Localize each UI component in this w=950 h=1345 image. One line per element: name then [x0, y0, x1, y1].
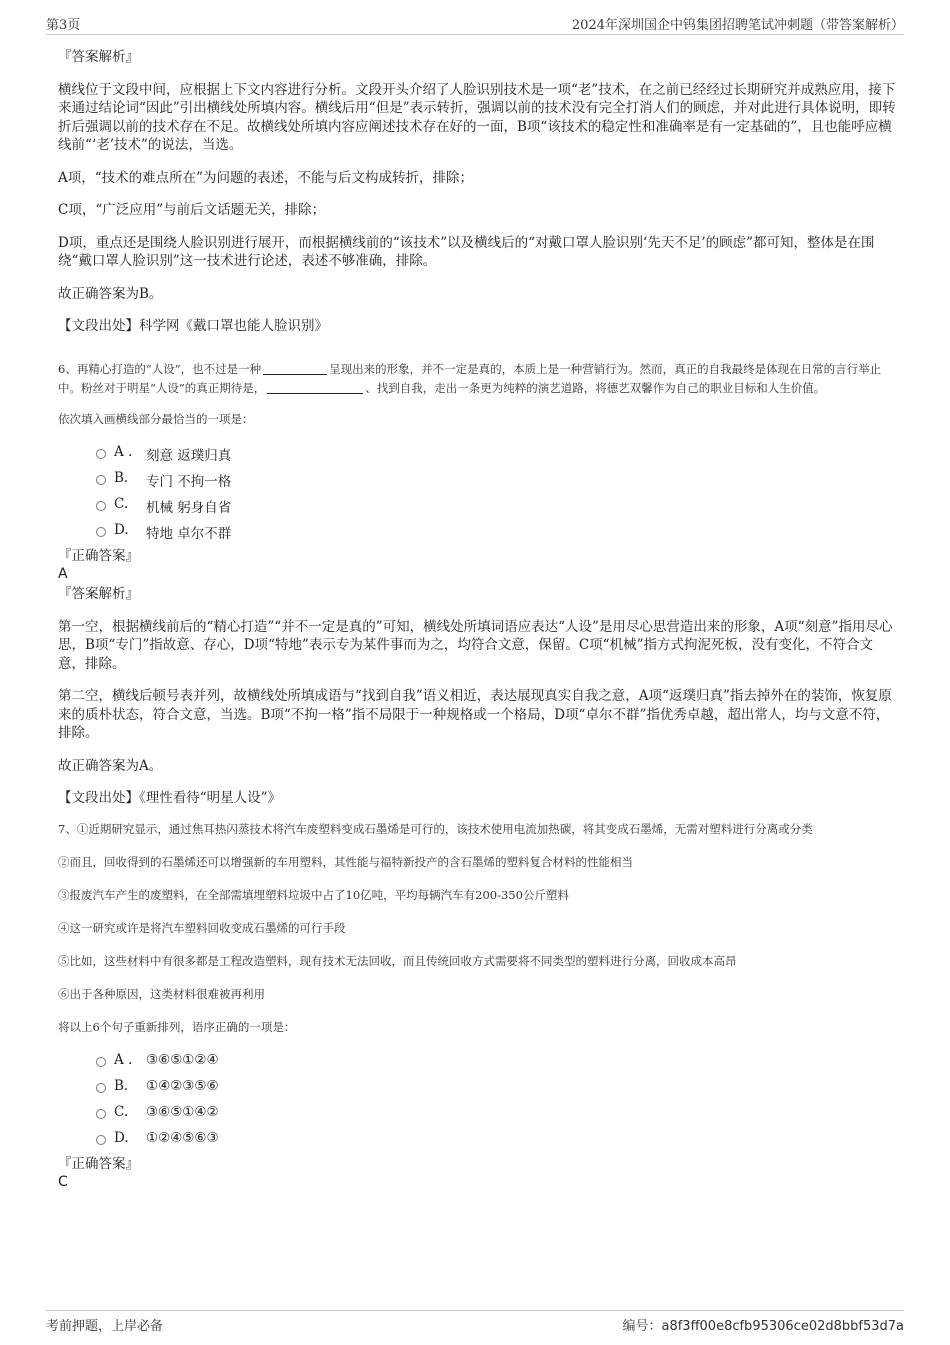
q6-option-d[interactable]: D. 特地 卓尔不群 — [58, 521, 898, 547]
radio-icon[interactable] — [96, 1135, 106, 1145]
radio-icon[interactable] — [96, 1109, 106, 1119]
q7-sentence-4: ④这一研究或许是将汽车塑料回收变成石墨烯的可行手段 — [58, 920, 346, 935]
q6-source: 【文段出处】《理性看待“明星人设”》 — [58, 790, 282, 806]
footer-id-label: 编号： — [622, 1319, 662, 1334]
q7-correct-answer: C — [58, 1174, 68, 1190]
q6-stem-part-b: 呈现出来的形象，并不一定是真的，本质上是一种营销行为。然而，真正的自我最终是体现在日常的言行举止中。粉丝对于明星“人设”的真正期待是， — [58, 361, 882, 395]
radio-icon[interactable] — [96, 1083, 106, 1093]
q6-blank-1 — [263, 362, 327, 375]
q7-sentence-6: ⑥出于各种原因，这类材料很难被再利用 — [58, 986, 265, 1001]
q6-stem — [58, 360, 898, 398]
q6-prompt: 依次填入画横线部分最恰当的一项是： — [58, 411, 254, 426]
q6-option-b[interactable]: B. 专门 不拘一格 — [58, 469, 898, 495]
q7-sentence-5: ⑤比如，这些材料中有很多都是工程改造塑料，现有技术无法回收，而且传统回收方式需要将不同类型的塑料进行分离，回收成本高昂 — [58, 953, 737, 968]
page-header — [46, 14, 904, 35]
q7-sentence-2: ②而且，回收得到的石墨烯还可以增强新的车用塑料，其性能与福特新投产的含石墨烯的塑料复合材料的性能相当 — [58, 854, 633, 869]
q6-stem-part-a: 6、再精心打造的“人设”，也不过是一种 — [58, 361, 262, 376]
radio-icon[interactable] — [96, 449, 106, 459]
q7-option-a[interactable]: A . ③⑥⑤①②④ — [58, 1051, 898, 1077]
q5-answer-line: 故正确答案为B。 — [58, 285, 163, 302]
q6-analysis-p2: 第二空，横线后顿号表并列，故横线处所填成语与“找到自我”语义相近，表达展现真实自我之意，A项“返璞归真”指去掉外在的装饰，恢复原来的质朴状态，符合文意，当选。B项“不拘一格”指不局限于一种规格或一个格局，D项“卓尔不群”指优秀卓越，超出常人，均与文意不符，排除。 — [58, 688, 892, 741]
q6-option-c[interactable]: C. 机械 躬身自省 — [58, 495, 898, 521]
radio-icon[interactable] — [96, 475, 106, 485]
q5-analysis-p3: C项，“广泛应用”与前后文话题无关，排除； — [58, 202, 326, 218]
q7-prompt: 将以上6个句子重新排列，语序正确的一项是： — [58, 1019, 296, 1034]
radio-icon[interactable] — [96, 527, 106, 537]
q6-analysis-heading: 『答案解析』 — [58, 586, 139, 602]
document-title: 2024年深圳国企中钨集团招聘笔试冲刺题（带答案解析） — [571, 18, 904, 33]
footer-id-value: a8f3ff00e8cfb95306ce02d8bbf53d7a — [661, 1319, 904, 1334]
q5-source: 【文段出处】科学网《戴口罩也能人脸识别》 — [58, 318, 328, 334]
q5-analysis-p1: 横线位于文段中间，应根据上下文内容进行分析。文段开头介绍了人脸识别技术是一项“老”技术，在之前已经经过长期研究并成熟应用，接下来通过结论词“因此”引出横线处所填内容。横线后用“但是”表示转折，强调以前的技术没有完全打消人们的顾虑，并对此进行具体说明，即转折后强调以前的技术存在不足。故横线处所填内容应阐述技术存在好的一面，B项“该技术的稳定性和准确率是有一定基础的”，且也能呼应横线前“‘老’技术”的说法，当选。 — [58, 81, 896, 153]
footer-slogan: 考前押题，上岸必备 — [46, 1319, 164, 1334]
q6-correct-heading: 『正确答案』 — [58, 547, 139, 564]
q7-sentence-1: 7、①近期研究显示，通过焦耳热闪蒸技术将汽车废塑料变成石墨烯是可行的，该技术使用电流加热碳，将其变成石墨烯，无需对塑料进行分离或分类 — [58, 821, 813, 836]
q6-option-a[interactable]: A . 刻意 返璞归真 — [58, 443, 898, 469]
q5-analysis-heading: 『答案解析』 — [58, 49, 139, 65]
q6-stem-part-c: 、找到自我，走出一条更为纯粹的演艺道路，将德艺双馨作为自己的职业目标和人生价值。 — [365, 380, 826, 395]
q7-option-c[interactable]: C. ③⑥⑤①④② — [58, 1103, 898, 1129]
q6-analysis-p1: 第一空，根据横线前后的“精心打造”“并不一定是真的”可知，横线处所填词语应表达“人设”是用尽心思营造出来的形象，A项“刻意”指用尽心思，B项“专门”指故意、存心，D项“特地”表示专为某件事而为之，均符合文意，保留。C项“机械”指方式拘泥死板，没有变化，不符合文意，排除。 — [58, 618, 893, 672]
q6-blank-2 — [267, 381, 363, 394]
q7-option-d[interactable]: D. ①②④⑤⑥③ — [58, 1129, 898, 1155]
footer-id — [622, 1315, 904, 1334]
q5-analysis-p2: A项，“技术的难点所在”为问题的表述，不能与后文构成转折，排除； — [58, 169, 474, 186]
q7-sentence-3: ③报废汽车产生的废塑料，在全部需填埋塑料垃圾中占了10亿吨，平均每辆汽车有200-350公斤塑料 — [58, 887, 569, 902]
radio-icon[interactable] — [96, 1057, 106, 1067]
radio-icon[interactable] — [96, 501, 106, 511]
q6-correct-answer: A — [58, 566, 68, 582]
q7-option-b[interactable]: B. ①④②③⑤⑥ — [58, 1077, 898, 1103]
page-footer — [46, 1310, 904, 1333]
q7-options — [58, 1051, 898, 1155]
q6-options — [58, 443, 898, 547]
page-content — [58, 48, 898, 1191]
q7-correct-heading: 『正确答案』 — [58, 1155, 139, 1172]
q6-answer-line: 故正确答案为A。 — [58, 757, 163, 774]
page-number: 第3页 — [46, 18, 81, 33]
q5-analysis-p4: D项，重点还是围绕人脸识别进行展开，而根据横线前的“该技术”以及横线后的“对戴口罩人脸识别‘先天不足’的顾虑”都可知，整体是在围绕“戴口罩人脸识别”这一技术进行论述，表述不够准确，排除。 — [58, 234, 875, 269]
